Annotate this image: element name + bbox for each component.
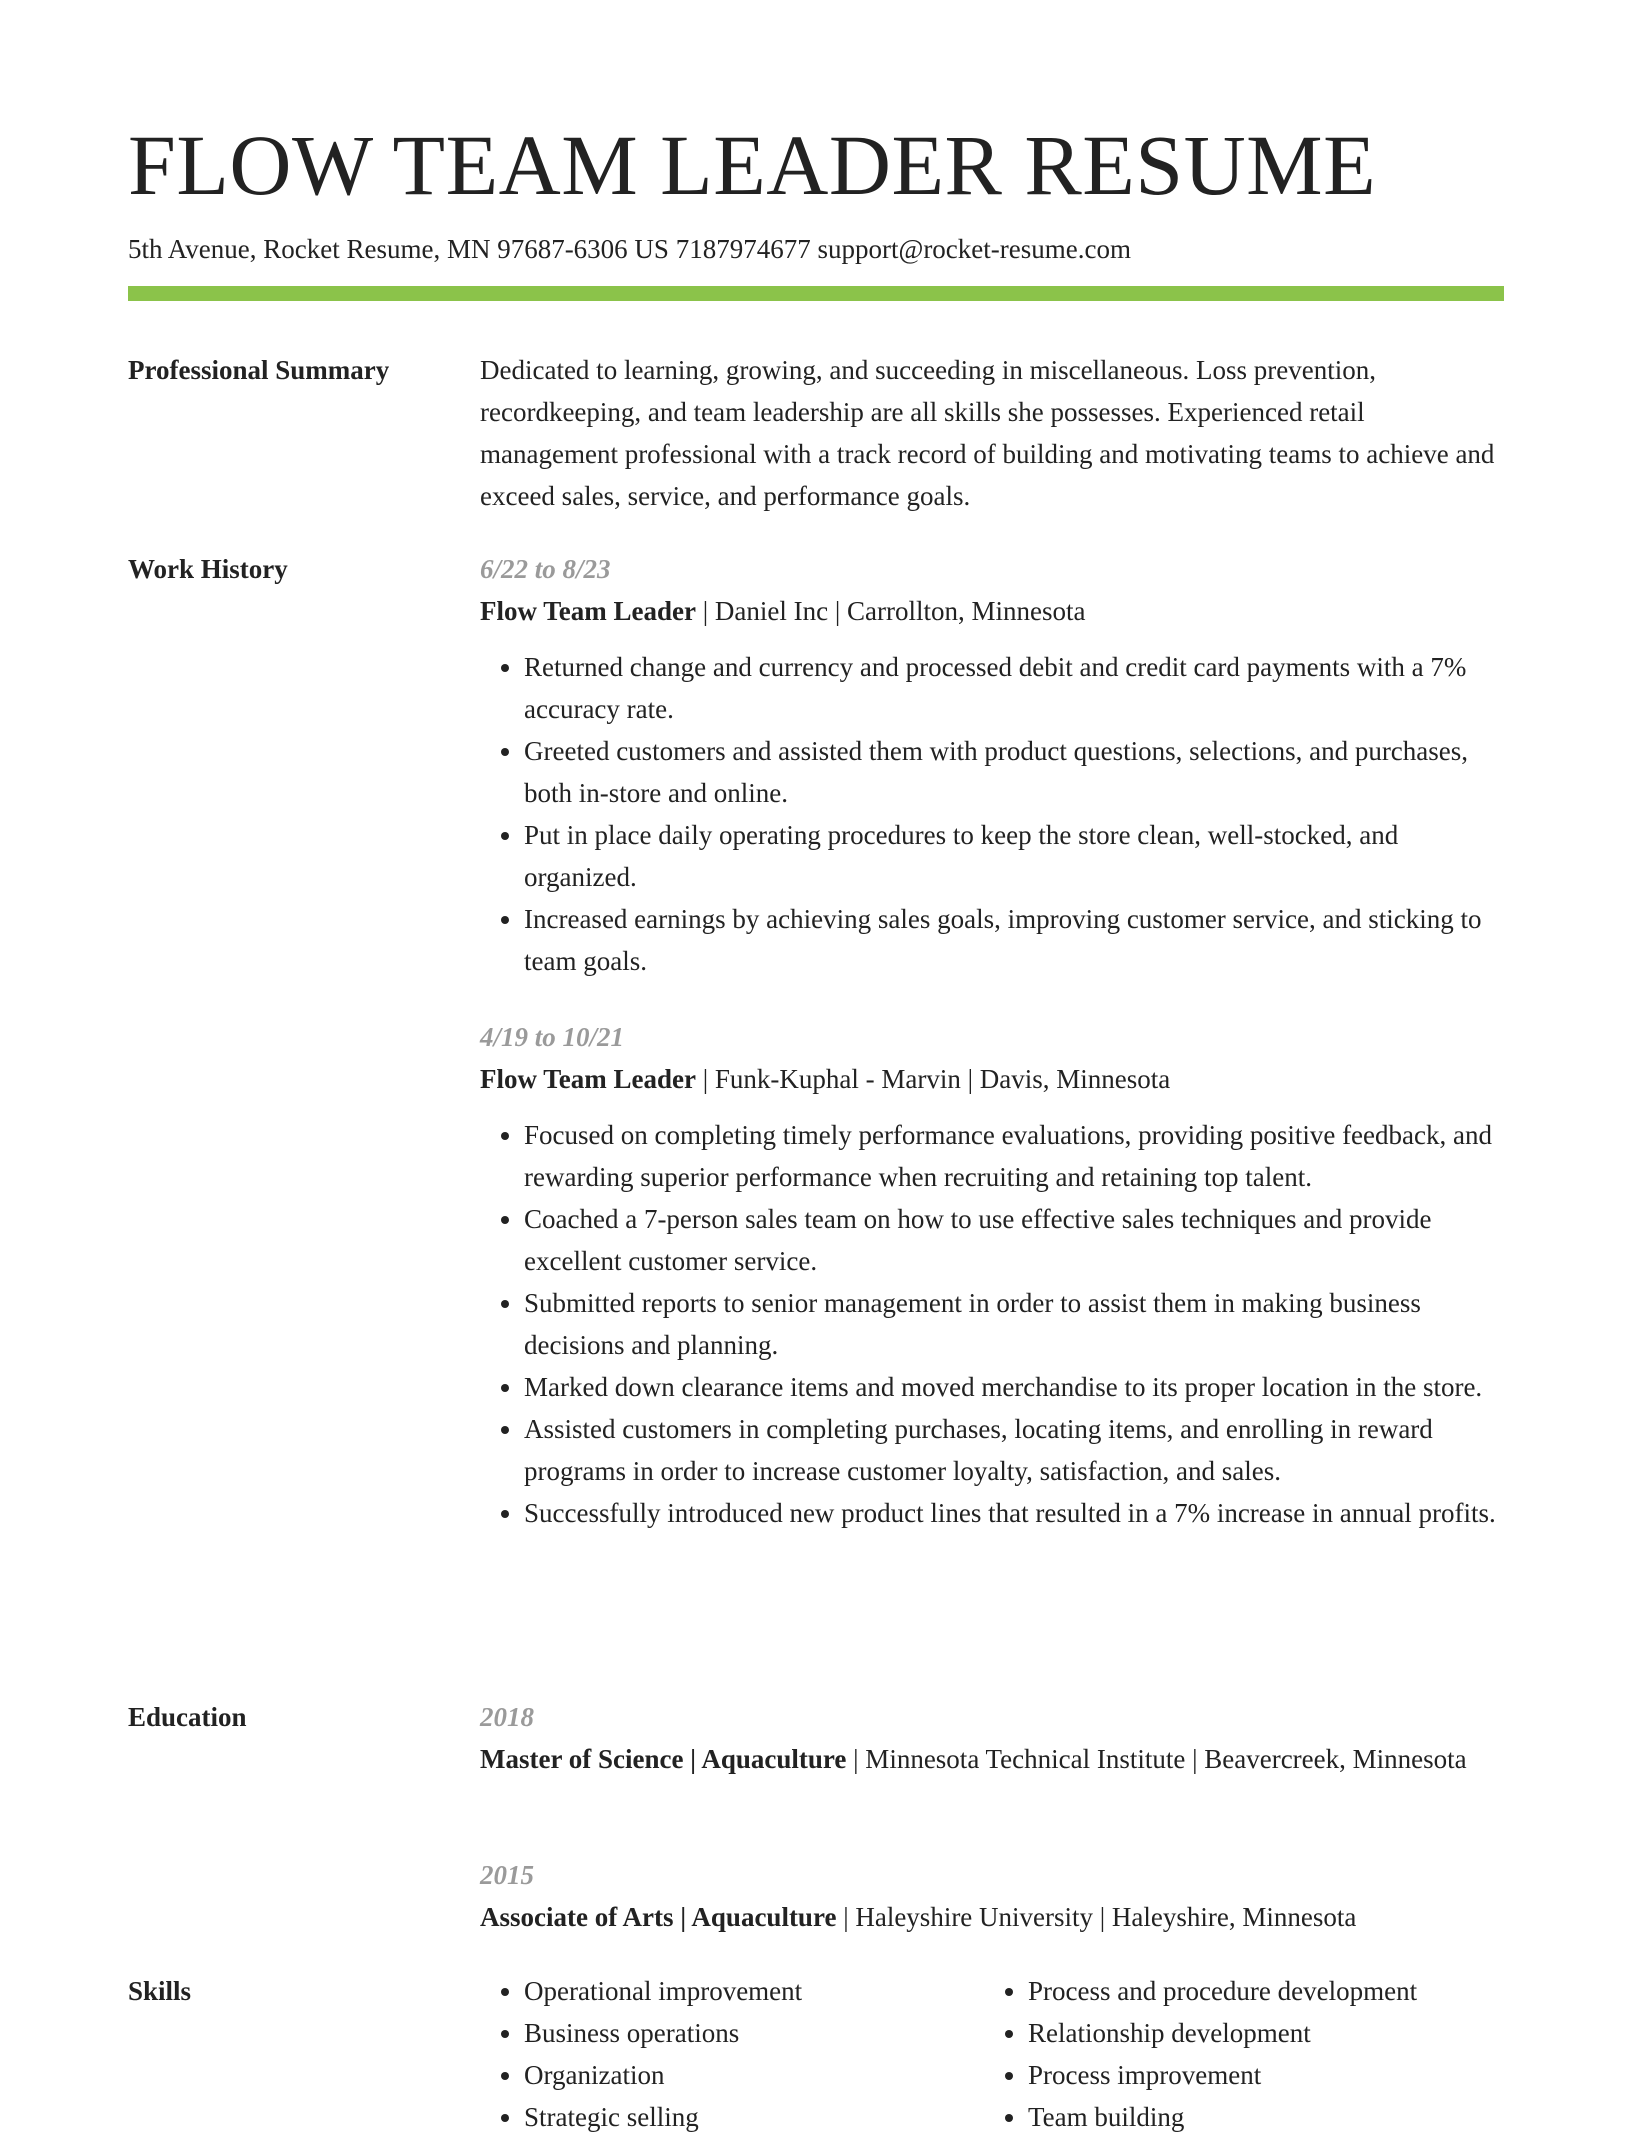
list-item: • Coached a 7-person sales team on how to use effective sales techniques and provide excellent customer service. — [524, 1198, 1504, 1282]
job-title: Flow Team Leader — [480, 596, 696, 626]
list-item: • Focused on completing timely performance evaluations, providing positive feedback, and rewarding superior performance when recruiting and retaining top talent. — [524, 1114, 1504, 1198]
skills-column — [480, 1970, 980, 2138]
job-bullets — [480, 1114, 1504, 1534]
job-title: Flow Team Leader — [480, 1064, 696, 1094]
list-item: • Strategic selling — [524, 2096, 980, 2138]
list-item: • Submitted reports to senior management in order to assist them in making business decisions and planning. — [524, 1282, 1504, 1366]
education-label: Education — [128, 1702, 247, 1732]
work-history-label: Work History — [128, 554, 288, 584]
skills-column — [984, 1970, 1484, 2138]
degree: Master of Science | Aquaculture — [480, 1744, 847, 1774]
summary-text: Dedicated to learning, growing, and succeeding in miscellaneous. Loss prevention, recordkeeping, and team leadership are all skills she possesses. Experienced retail management professional with a track record of building and motivating teams to achieve and exceed sales, service, and performance goals. — [480, 355, 1495, 511]
header-divider — [128, 286, 1504, 301]
education-line — [480, 1896, 1504, 1938]
education-entry — [480, 1696, 1504, 1780]
education-year: 2015 — [480, 1860, 534, 1890]
education-details: | Minnesota Technical Institute | Beavercreek, Minnesota — [846, 1744, 1467, 1774]
list-item: • Put in place daily operating procedures to keep the store clean, well-stocked, and organized. — [524, 814, 1504, 898]
list-item: • Greeted customers and assisted them with product questions, selections, and purchases, both in-store and online. — [524, 730, 1504, 814]
job-line — [480, 590, 1504, 632]
list-item: • Returned change and currency and processed debit and credit card payments with a 7% accuracy rate. — [524, 646, 1504, 730]
list-item: • Operational improvement — [524, 1970, 980, 2012]
education-line — [480, 1738, 1504, 1780]
list-item: • Business operations — [524, 2012, 980, 2054]
job-entry — [480, 548, 1504, 982]
education-year: 2018 — [480, 1702, 534, 1732]
list-item: • Increased earnings by achieving sales goals, improving customer service, and sticking to team goals. — [524, 898, 1504, 982]
education-details: | Haleyshire University | Haleyshire, Minnesota — [836, 1902, 1357, 1932]
list-item: • Team building — [1028, 2096, 1484, 2138]
degree: Associate of Arts | Aquaculture — [480, 1902, 837, 1932]
list-item: • Process improvement — [1028, 2054, 1484, 2096]
job-details: | Daniel Inc | Carrollton, Minnesota — [696, 596, 1086, 626]
list-item: • Assisted customers in completing purchases, locating items, and enrolling in reward programs in order to increase customer loyalty, satisfaction, and sales. — [524, 1408, 1504, 1492]
skills-label: Skills — [128, 1976, 192, 2006]
resume-title: FLOW TEAM LEADER RESUME — [128, 117, 1377, 213]
job-dates: 4/19 to 10/21 — [480, 1022, 625, 1052]
list-item: • Relationship development — [1028, 2012, 1484, 2054]
list-item: • Successfully introduced new product lines that resulted in a 7% increase in annual profits. — [524, 1492, 1504, 1534]
contact-line: 5th Avenue, Rocket Resume, MN 97687-6306 US 7187974677 support@rocket-resume.com — [128, 234, 1131, 264]
job-bullets — [480, 646, 1504, 982]
job-entry — [480, 1016, 1504, 1534]
list-item: • Process and procedure development — [1028, 1970, 1484, 2012]
job-details: | Funk-Kuphal - Marvin | Davis, Minnesota — [696, 1064, 1171, 1094]
list-item: • Marked down clearance items and moved merchandise to its proper location in the store. — [524, 1366, 1504, 1408]
education-entry — [480, 1854, 1504, 1938]
summary-label: Professional Summary — [128, 355, 390, 385]
job-dates: 6/22 to 8/23 — [480, 554, 611, 584]
job-line — [480, 1058, 1504, 1100]
list-item: • Organization — [524, 2054, 980, 2096]
